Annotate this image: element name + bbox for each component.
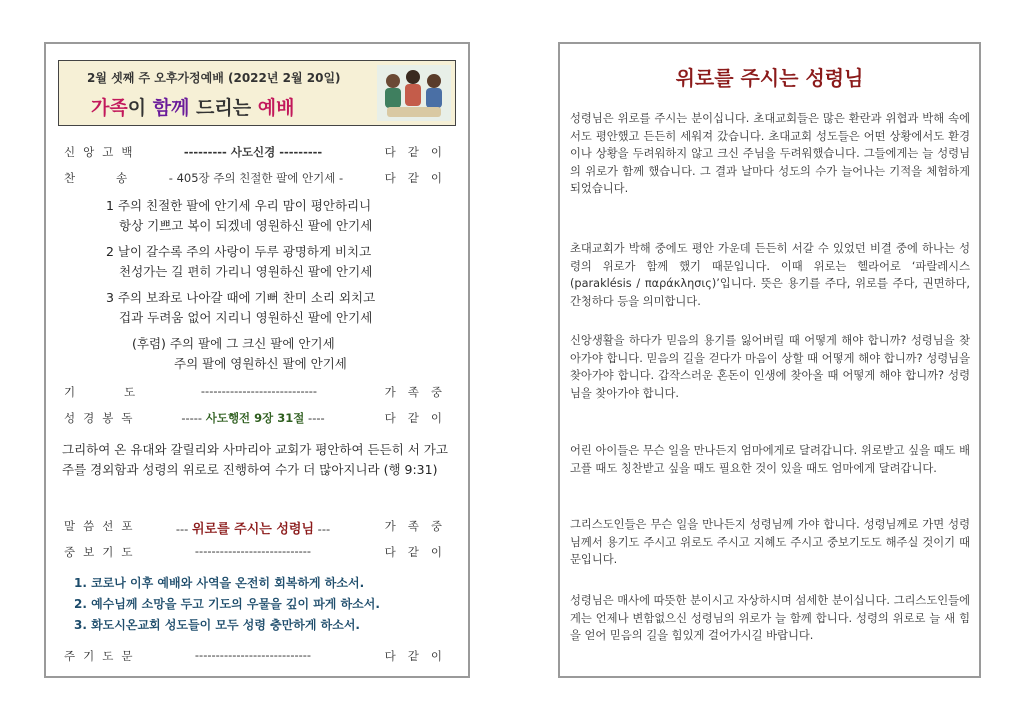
prayer-item: 1. 코로나 이후 예배와 사역을 온전히 회복하게 하소서. <box>74 576 365 590</box>
hymn-verse <box>106 242 446 282</box>
verse-line: 2 날이 갈수록 주의 사랑이 두루 광명하게 비치고 <box>106 244 372 259</box>
row-label-2: 송 <box>116 171 136 185</box>
order-row-confession <box>64 144 454 162</box>
row-participant: 다같이 <box>384 145 454 159</box>
title-part-4: 드리는 <box>189 97 258 119</box>
sermon-paragraph: 어린 아이들은 무슨 일을 만나든지 엄마에게로 달려갑니다. 위로받고 싶을 때도 배고플 때도 칭찬받고 싶을 때도 필요한 것이 있을 때도 엄마에게 달려갑니다. <box>570 444 970 475</box>
sermon-title: 위로를 주시는 성령님 <box>191 522 315 537</box>
chorus-line: (후렴) 주의 팔에 그 크신 팔에 안기세 <box>132 336 335 351</box>
sermon-heading: 위로를 주시는 성령님 <box>675 66 864 90</box>
dash: --- <box>314 522 331 536</box>
prayer-item: 3. 화도시온교회 성도들이 모두 성령 충만하게 하소서. <box>74 618 360 632</box>
row-label: 찬 <box>64 171 84 185</box>
row-participant: 다같이 <box>384 411 454 425</box>
row-label: 중보기도 <box>64 545 141 559</box>
service-title <box>91 93 294 120</box>
row-content: - 405장 주의 친절한 팔에 안기세 - <box>168 171 344 185</box>
sermon-paragraph: 성령님은 위로를 주시는 분이십니다. 초대교회들은 많은 환란과 위협과 박해 속에서도 평안했고 든든히 세워져 갔습니다. 초대교회 성도들은 어떤 상황에서도 환경이나 상황을 두려워하지 않고 크신 주님을 두려워했습니다. 그들에게는 늘 성령님의 위로가 함께 했습니다. 그 결과 날마다 성도의 수가 늘어나는 기적을 체험하게 되었습니다. <box>570 112 970 195</box>
verse-line: 천성가는 길 편히 가리니 영원하신 팔에 안기세 <box>119 264 373 279</box>
service-date-subtitle: 2월 셋째 주 오후가정예배 (2022년 2월 20일) <box>87 71 341 85</box>
row-label: 말씀선포 <box>64 519 141 533</box>
row-content: ---------------------------- <box>200 384 318 398</box>
title-part-5: 예배 <box>257 97 295 119</box>
prayer-item: 2. 예수님께 소망을 두고 기도의 우물을 깊이 파게 하소서. <box>74 597 380 611</box>
order-row-lords-prayer <box>64 648 454 666</box>
dash: ----- <box>181 411 206 425</box>
order-row-intercession <box>64 544 454 562</box>
hymn-verse <box>106 288 446 328</box>
header-box <box>58 60 456 126</box>
dash: ---- <box>304 411 325 425</box>
hymn-verse <box>106 196 446 236</box>
scripture-reference: 사도행전 9장 31절 <box>205 411 305 425</box>
row-label: 신앙고백 <box>64 145 141 159</box>
sermon-paragraph: 성령님은 매사에 따뜻한 분이시고 자상하시며 섬세한 분이십니다. 그리스도인들에게는 언제나 변함없으신 성령님의 위로가 늘 함께 합니다. 성령의 위로로 늘 새 힘을 얻어 믿음의 길을 힘있게 걸어가시길 바랍니다. <box>570 594 970 642</box>
verse-line: 3 주의 보좌로 나아갈 때에 기뻐 찬미 소리 외치고 <box>106 290 376 305</box>
sermon-panel <box>558 42 981 678</box>
sermon-paragraph: 그리스도인들은 무슨 일을 만나든지 성령님께 가야 합니다. 성령님께로 가면 성령님께서 용기도 주시고 위로도 주시고 지혜도 주시고 중보기도도 해주실 것이기 때문입니다. <box>570 518 970 566</box>
chorus-line: 주의 팔에 영원하신 팔에 안기세 <box>174 356 347 371</box>
row-content: ---------------------------- <box>194 648 312 662</box>
title-part-1: 가족 <box>91 97 128 119</box>
row-participant: 다같이 <box>384 649 454 663</box>
row-participant: 다같이 <box>384 171 454 185</box>
worship-order-panel <box>44 42 470 678</box>
confession-text: --------- 사도신경 --------- <box>183 145 323 159</box>
row-content: ---------------------------- <box>194 544 312 558</box>
row-participant: 다같이 <box>384 545 454 559</box>
row-label-2: 도 <box>124 385 144 399</box>
row-participant: 가족중 <box>384 385 454 399</box>
sermon-paragraph: 신앙생활을 하다가 믿음의 용기를 잃어버릴 때 어떻게 해야 합니까? 성령님을 찾아가야 합니다. 믿음의 길을 걷다가 마음이 상할 때 어떻게 해야 합니까? 성령님을 찾아가야 합니다. 갑작스러운 혼돈이 인생에 찾아올 때 어떻게 해야 합니까? 성령님을 찾아가야 합니다. <box>570 334 970 400</box>
scripture-text: 그리하여 온 유대와 갈릴리와 사마리아 교회가 평안하여 든든히 서 가고 주를 경외함과 성령의 위로로 진행하여 수가 더 많아지니라 (행 9:31) <box>62 442 448 477</box>
dash: --- <box>175 522 192 536</box>
hymn-chorus <box>132 334 472 374</box>
verse-line: 겁과 두려움 없어 지리니 영원하신 팔에 안기세 <box>119 310 373 325</box>
verse-line: 1 주의 친절한 팔에 안기세 우리 맘이 평안하리니 <box>106 198 372 213</box>
order-row-hymn <box>64 170 454 188</box>
sermon-paragraph: 초대교회가 박해 중에도 평안 가운데 든든히 서갈 수 있었던 비결 중에 하나는 성령의 위로가 함께 했기 때문입니다. 이때 위로는 헬라어로 ‘파랄레시스(paraklésis / παράκλησις)’입니다. 뜻은 용기를 주다, 위로를 주다, 권면하다, 간청하다 등을 의미합니다. <box>570 242 970 308</box>
row-label: 성경봉독 <box>64 411 141 425</box>
row-content <box>132 144 374 160</box>
row-label: 주기도문 <box>64 649 141 663</box>
family-praying-image <box>377 65 451 121</box>
row-participant: 가족중 <box>384 519 454 533</box>
row-label: 기 <box>64 385 84 399</box>
title-part-2: 이 <box>127 97 153 119</box>
verse-line: 항상 기쁘고 복이 되겠네 영원하신 팔에 안기세 <box>119 218 373 233</box>
row-content <box>132 410 374 426</box>
order-row-sermon <box>64 518 454 536</box>
order-row-reading <box>64 410 454 428</box>
title-part-3: 함께 <box>152 97 190 119</box>
row-content <box>132 518 374 537</box>
order-row-prayer <box>64 384 454 402</box>
